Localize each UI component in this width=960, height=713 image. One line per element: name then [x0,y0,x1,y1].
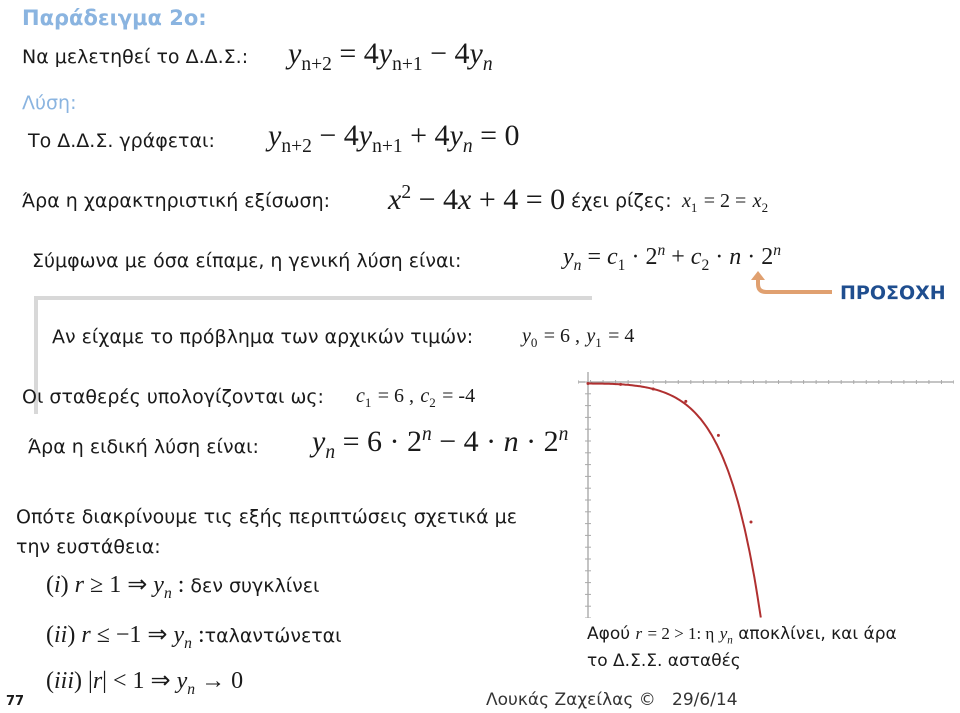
general-solution: $y_n = c_1 \cdot 2^n + c_2 \cdot n \cdot 2^n$ [563,242,782,274]
characteristic-equation: $x^2 - 4x + 4 = 0$ [388,182,566,216]
footer-date: 29/6/14 [672,690,738,710]
case-3: (iii) |r| < 1 ⇒ $y_n \to 0$ [46,668,244,698]
solution-chart [578,372,954,618]
char-eq-label: Άρα η χαρακτηριστική εξίσωση: [22,190,331,212]
roots-label: έχει ρίζες: [571,190,672,212]
data-point [587,382,590,385]
particular-solution: $y_n = 6 \cdot 2^n - 4 \cdot n \cdot 2^n$ [312,424,569,463]
constants-values: $c_1 = 6$ , $c_2 = -4$ [356,385,476,410]
equation-difference: $y_{n+2} = 4y_{n+1} - 4y_n$ [288,37,493,75]
ivp-label: Αν είχαμε το πρόβλημα των αρχικών τιμών: [52,326,474,348]
equation-rewritten: $y_{n+2} - 4y_{n+1} + 4y_n = 0$ [268,119,520,157]
intro-label: Να μελετηθεί το Δ.Δ.Σ.: [22,46,249,68]
rewritten-label: Το Δ.Δ.Σ. γράφεται: [28,130,215,152]
attention-label: ΠΡΟΣΟΧΗ [840,282,946,304]
footer-author: Λουκάς Ζαχείλας © [486,690,656,710]
slide-title: Παράδειγμα 2ο: [22,6,207,30]
data-point [750,521,753,524]
solution-label: Λύση: [22,92,77,114]
conclusion-line2: το Δ.Σ.Σ. ασταθές [587,651,741,671]
constants-label: Οι σταθερές υπολογίζονται ως: [22,386,324,408]
ivp-values: $y_0 = 6$ , $y_1 = 4$ [522,325,635,350]
series-line [588,384,761,618]
stability-text-line2: την ευστάθεια: [16,536,161,558]
attention-arrow-icon [748,270,838,302]
stability-text-line1: Οπότε διακρίνουμε τις εξής περιπτώσεις σχετικά με [16,506,518,528]
data-point [717,434,720,437]
data-point [619,383,622,386]
page-number: 77 [6,694,25,709]
conclusion-line1: Αφού r = 2 > 1: η $y_n$ αποκλίνει, και άρα [587,624,897,647]
general-label: Σύμφωνα με όσα είπαμε, η γενική λύση είναι: [32,250,462,272]
case-2: (ii) r ≤ −1 ⇒ $y_n$ :ταλαντώνεται [46,622,342,652]
particular-label: Άρα η ειδική λύση είναι: [28,436,259,458]
data-point [684,400,687,403]
data-point [652,387,655,390]
case-1: (i) r ≥ 1 ⇒ $y_n$ : δεν συγκλίνει [46,572,320,602]
roots-value: $x_1 = 2 = x_2$ [682,190,769,215]
